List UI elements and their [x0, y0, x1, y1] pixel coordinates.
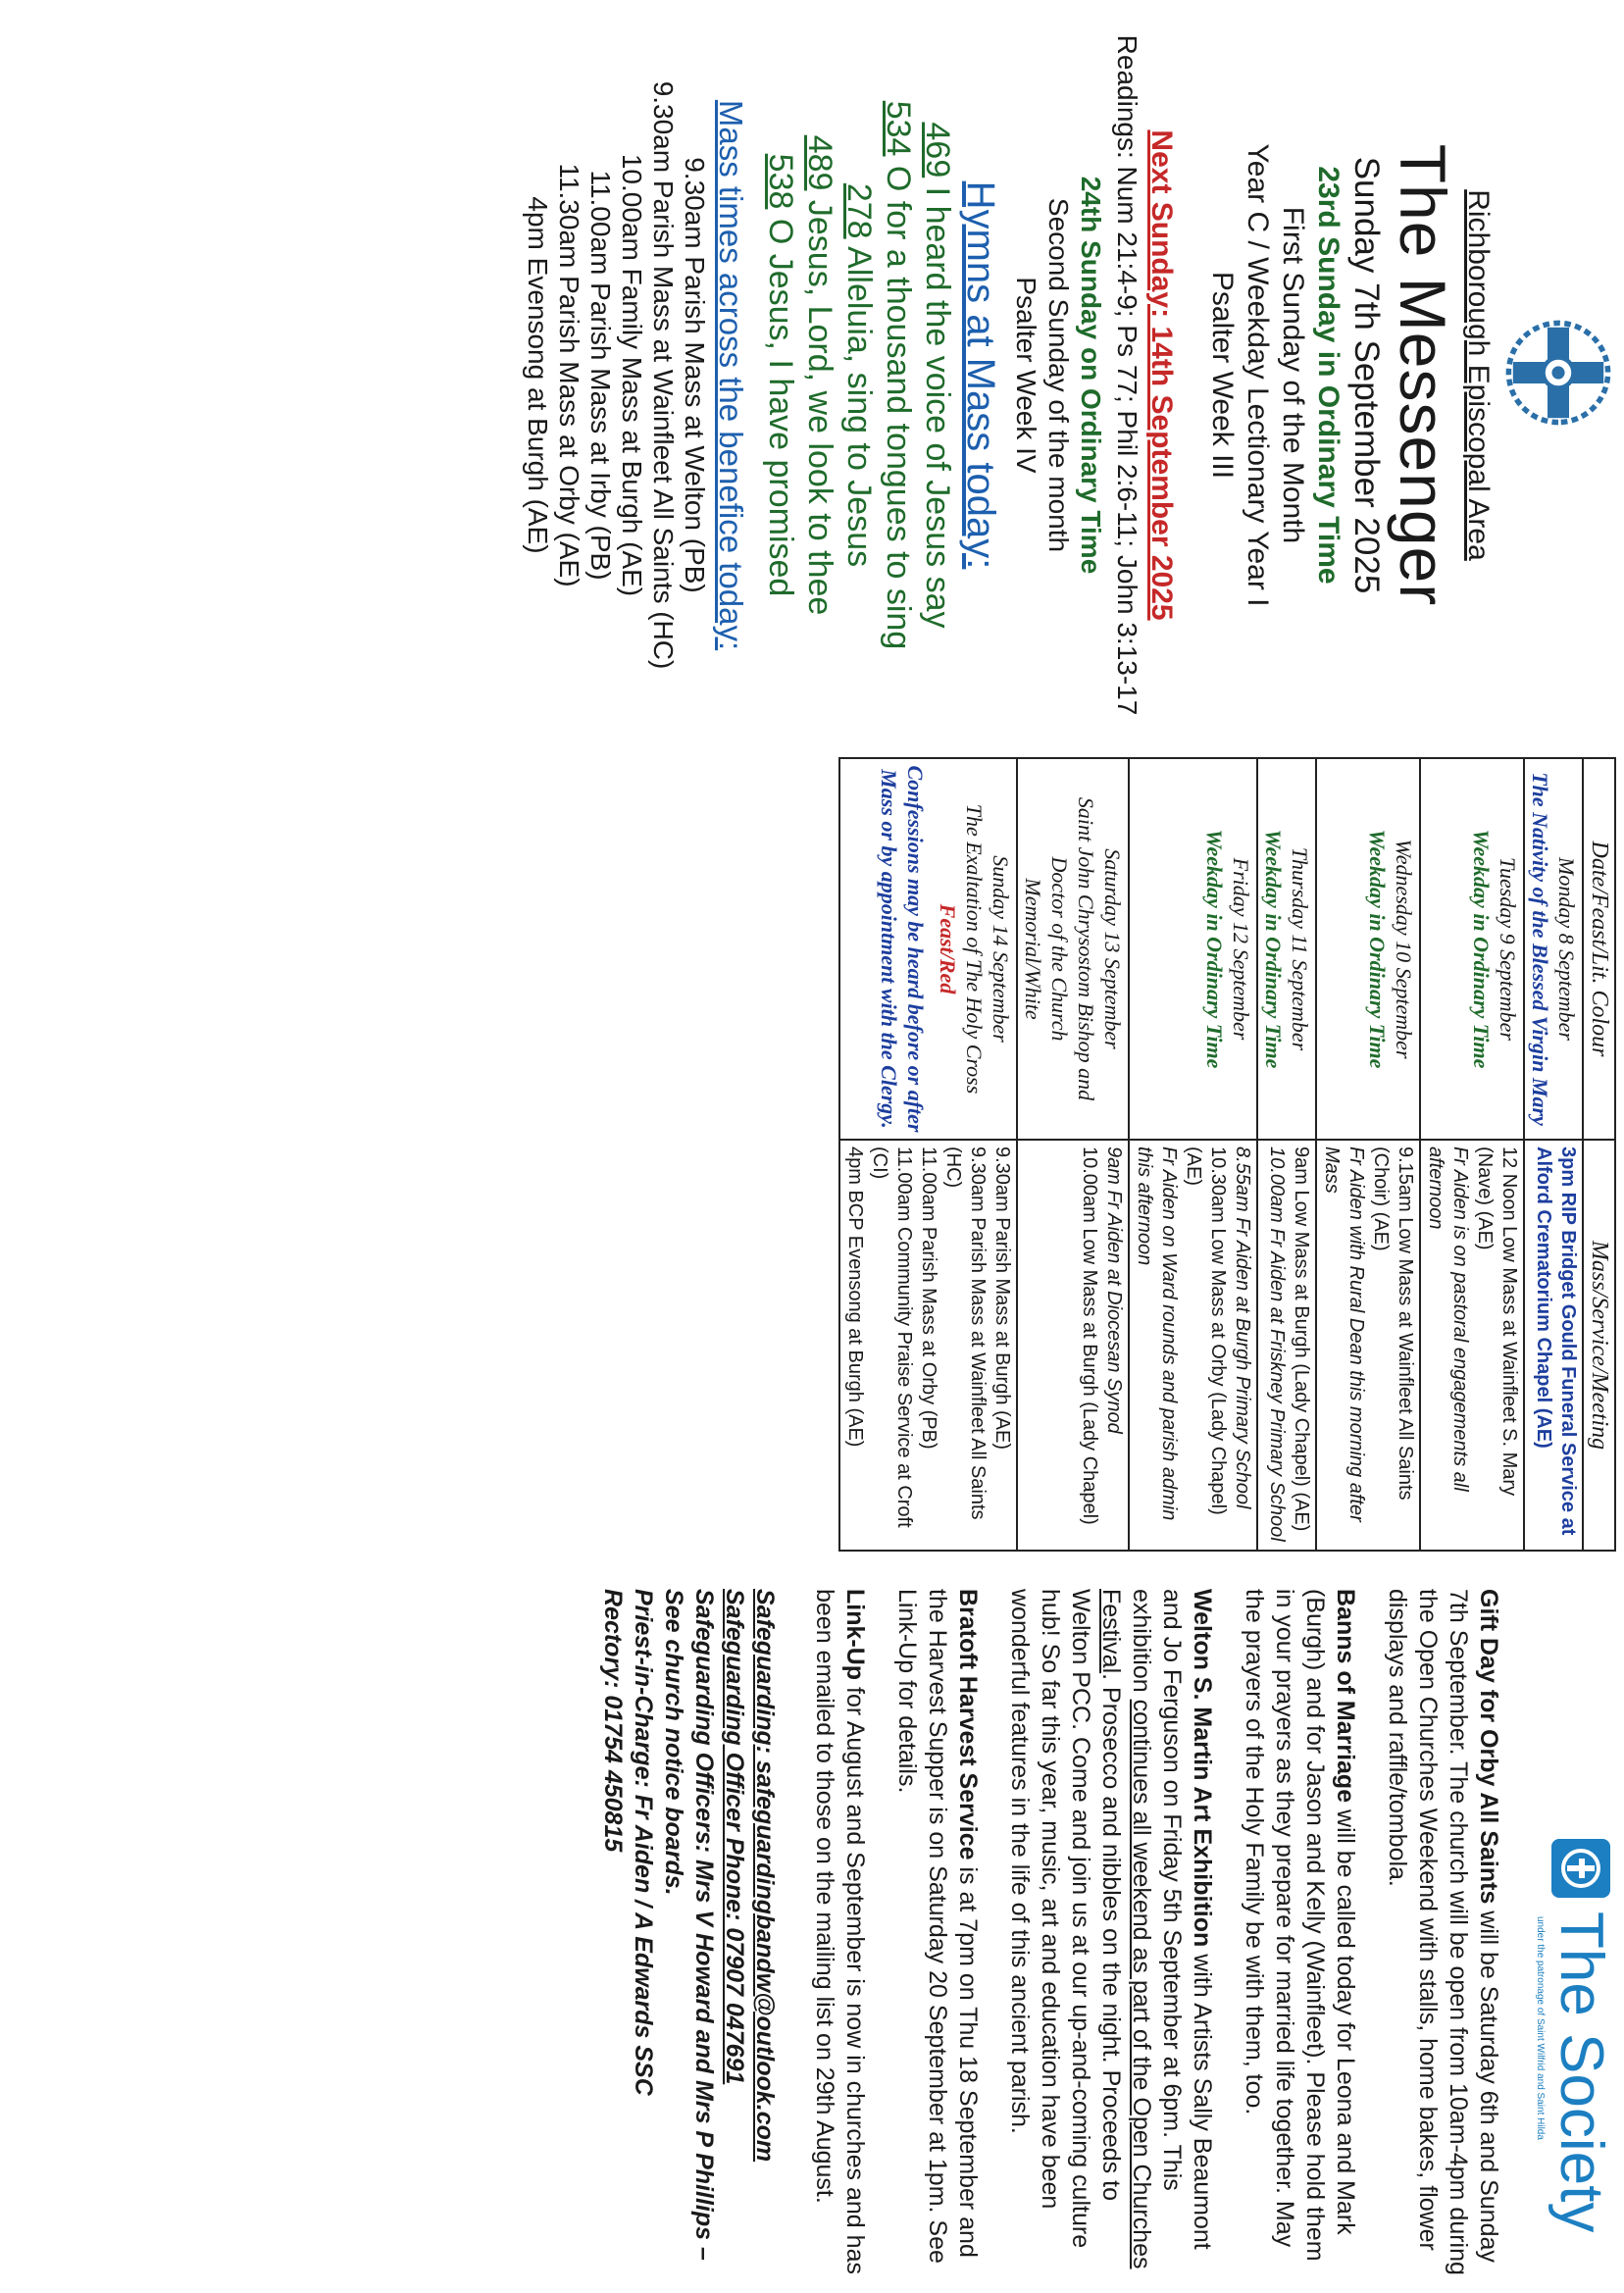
hymn-line: 489 Jesus, Lord, we look to thee	[801, 134, 838, 616]
notice-banns: Banns of Marriage will be called today for Leona and Mark (Burgh) and for Jason and Kelly (Wainfleet). Please hold them in your prayers as they prepare for married life together. May the prayers of the Holy Family be with them, too.	[1241, 1589, 1359, 2262]
next-sunday-label: Next Sunday: 14th September 2025	[1145, 129, 1178, 621]
service-cell: 9.30am Parish Mass at Burgh (AE) 9.30am Parish Mass at Wainfleet All Saints (HC) 11.00am Parish Mass at Orby (PB) 11.00am Community Praise Service at Croft (CI) 4pm BCP Evensong at Burgh (AE)	[839, 1140, 1017, 1551]
rectory-phone: Rectory: 01754 450815	[599, 1589, 627, 1853]
confession-note: Confessions may be heard before or after Mass or by appointment with the Clergy.	[877, 765, 928, 1133]
day-cell: Friday 12 September Weekday in Ordinary Time	[1129, 758, 1257, 1140]
safeguarding-email: Safeguarding: safeguardingbandw@outlook.com	[751, 1589, 779, 2163]
mass-time: 4pm Evensong at Burgh (AE)	[523, 196, 553, 554]
mass-time: 9.30am Parish Mass at Welton (PB)	[680, 157, 710, 593]
day-cell: Wednesday 10 September Weekday in Ordinary Time	[1316, 758, 1420, 1140]
column-header-service: Mass/Service/Meeting	[1583, 1140, 1615, 1551]
society-logo-text: The Society	[1548, 1911, 1615, 2233]
mass-time: 10.00am Family Mass at Burgh (AE)	[617, 153, 647, 597]
safeguarding-officers: Safeguarding Officers: Mrs V Howard and Mrs P Phillips – See church notice boards.	[660, 1589, 718, 2261]
table-row	[1129, 758, 1257, 1551]
society-logo	[1548, 1839, 1615, 2275]
month-sunday: First Sunday of the Month	[1277, 206, 1309, 544]
table-row	[1257, 758, 1316, 1551]
psalter: Psalter Week III	[1206, 271, 1239, 480]
day-cell: Thursday 11 September Weekday in Ordinary Time	[1257, 758, 1316, 1140]
day-cell: Saturday 13 September Saint John Chrysostom Bishop and Doctor of the Church Memorial/White	[1017, 758, 1129, 1140]
diocesan-cross-icon	[1504, 319, 1612, 427]
table-row	[1017, 758, 1129, 1551]
next-month-sunday: Second Sunday of the month	[1043, 197, 1074, 553]
lectionary: Year C / Weekday Lectionary Year I	[1242, 143, 1274, 607]
table-row	[1524, 758, 1583, 1551]
mass-time: 11.00am Parish Mass at Irby (PB)	[585, 170, 616, 581]
service-cell: 8.55am Fr Aiden at Burgh Primary School 10.30am Low Mass at Orby (Lady Chapel) (AE) Fr Aiden on Ward rounds and parish admin this afternoon	[1129, 1140, 1257, 1551]
newsletter-title: The Messenger	[1387, 143, 1459, 607]
day-cell: Tuesday 9 September Weekday in Ordinary Time	[1420, 758, 1524, 1140]
hymn-line: 469 I heard the voice of Jesus say	[919, 122, 956, 629]
notice-harvest: Bratoft Harvest Service is at 7pm on Thu 18 September and the Harvest Supper is on Saturday 20 September at 1pm. See Link-Up for details.	[893, 1589, 982, 2264]
hymn-line: 278 Alleluia, sing to Jesus	[840, 182, 878, 568]
messenger-column	[0, 25, 1624, 726]
mass-time: 11.30am Parish Mass at Orby (AE)	[554, 163, 584, 587]
safeguarding-block	[597, 1589, 780, 2275]
newsletter-date: Sunday 7th September 2025	[1347, 156, 1386, 594]
service-cell: 9am Fr Aiden at Diocesan Synod 10.00am Low Mass at Burgh (Lady Chapel)	[1017, 1140, 1129, 1551]
priest-in-charge: Priest-in-Charge: Fr Aiden / A Edwards SSC	[630, 1589, 657, 2096]
next-sunday-readings: Readings: Num 21:4-9; Ps 77; Phil 2:6-11; John 3:13-17	[1112, 34, 1142, 716]
service-cell: 12 Noon Low Mass at Wainfleet S. Mary (Nave) (AE) Fr Aiden is on pastoral engagements all afternoon	[1420, 1140, 1524, 1551]
notice-link-up: Link-Up for August and September is now in churches and has been emailed to those on the mailing list on 29th August.	[811, 1589, 869, 2274]
table-row	[1420, 758, 1524, 1551]
weekly-schedule-column	[0, 757, 1624, 1561]
mass-times-heading: Mass times across the benefice today:	[713, 99, 749, 651]
day-cell: Monday 8 September The Nativity of the Blessed Virgin Mary	[1524, 758, 1583, 1140]
hymn-line: 534 O for a thousand tongues to sing	[880, 100, 917, 650]
notice-art-exhibition: Welton S. Martin Art Exhibition with Artists Sally Beaumont and Jo Ferguson on Friday 5th September at 6pm. This exhibition continues all weekend as part of the Open Churches Festival. Prosecco and nibbles on the night. Proceeds to Welton PCC. Come and join us at our up-and-coming culture hub! So far this year, music, art and education have been wonderful features in the life of this ancient parish.	[1006, 1589, 1216, 2269]
service-cell: 3pm RIP Bridget Gould Funeral Service at Alford Crematorium Chapel (AE)	[1524, 1140, 1583, 1551]
mass-time: 9.30am Parish Mass at Wainfleet All Saints (HC)	[648, 80, 679, 670]
notice-gift-day: Gift Day for Orby All Saints will be Saturday 6th and Sunday 7th September. The church will be open from 10am-4pm during the Open Churches Weekend with stalls, home bakes, flower displays and raffle/tombola.	[1384, 1589, 1502, 2275]
next-psalter: Psalter Week IV	[1011, 277, 1041, 474]
episcopal-area: Richborough Episcopal Area	[1462, 189, 1495, 561]
table-header-row	[1583, 758, 1615, 1551]
society-cross-icon	[1551, 1839, 1610, 1898]
hymns-heading: Hymns at Mass today:	[959, 180, 1002, 570]
day-cell: Sunday 14 September The Exaltation of The Holy Cross Feast/Red Confessions may be heard before or after Mass or by appointment with the Clergy.	[839, 758, 1017, 1140]
service-cell: 9.15am Low Mass at Wainfleet All Saints (Choir) (AE) Fr Aiden with Rural Dean this morning after Mass	[1316, 1140, 1420, 1551]
weekly-schedule-table	[838, 757, 1616, 1552]
sunday-name: 23rd Sunday in Ordinary Time	[1312, 166, 1345, 585]
next-sunday-name: 24th Sunday on Ordinary Time	[1076, 176, 1106, 575]
service-cell: 9am Low Mass at Burgh (Lady Chapel) (AE) 10.00am Fr Aiden at Friskney Primary School	[1257, 1140, 1316, 1551]
hymn-line: 538 O Jesus, I have promised	[762, 153, 799, 597]
society-logo-subtitle: under the patronage of Saint Wilfrid and Saint Hilda	[1535, 1916, 1546, 2140]
safeguarding-phone: Safeguarding Officer Phone: 07907 047691	[721, 1589, 748, 2085]
table-row	[1316, 758, 1420, 1551]
notices-column	[0, 1589, 1624, 2275]
column-header-day: Date/Feast/Lit. Colour	[1583, 758, 1615, 1140]
table-row	[839, 758, 1017, 1551]
